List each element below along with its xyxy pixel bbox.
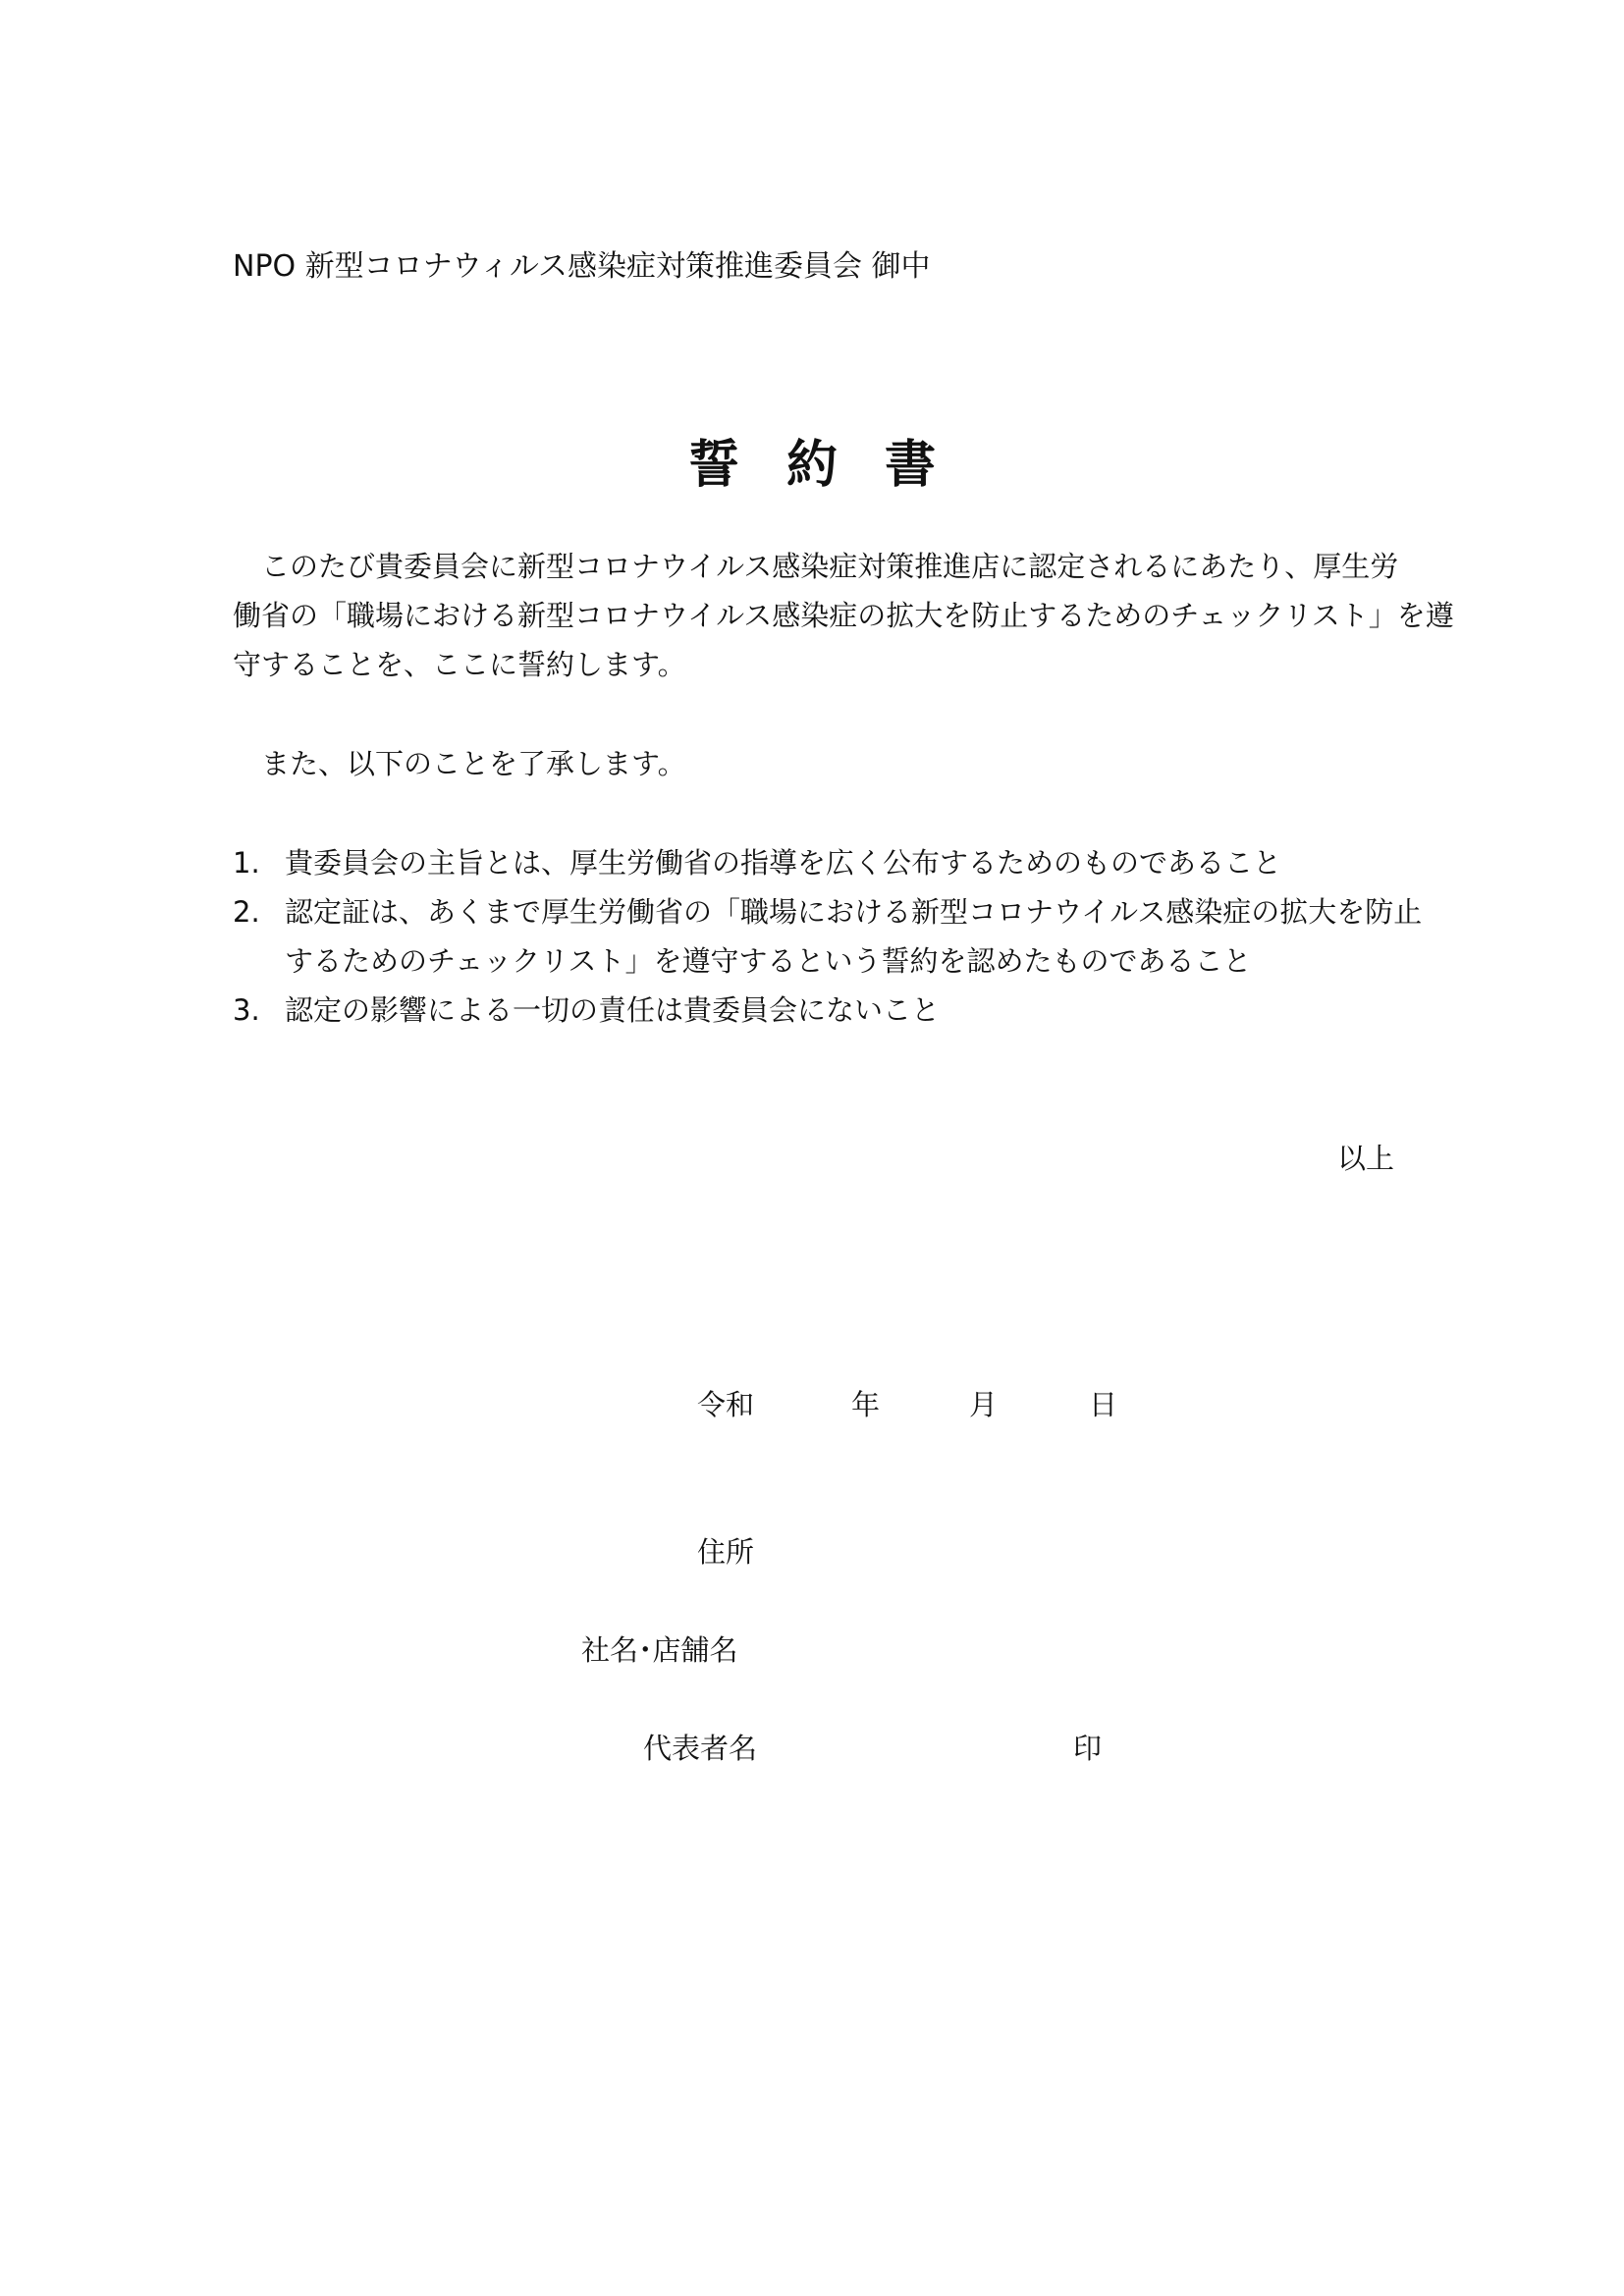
list-item-number: 3. <box>233 993 260 1027</box>
list-item-number: 2. <box>233 895 260 929</box>
document-title <box>0 435 1624 495</box>
list-item-text: するためのチェックリスト」を遵守するという誓約を認めたものであること <box>285 944 1252 978</box>
ack-line: また、以下のことを了承します。 <box>233 747 686 780</box>
title-char: 誓 <box>687 435 739 495</box>
list-item-text: 認定証は、あくまで厚生労働省の「職場における新型コロナウイルス感染症の拡大を防止 <box>285 895 1423 929</box>
intro-line: 守することを、ここに誓約します。 <box>233 648 686 681</box>
date-day-label: 日 <box>1089 1388 1118 1421</box>
list-item-number: 1. <box>233 846 260 880</box>
intro-line: このたび貴委員会に新型コロナウイルス感染症対策推進店に認定されるにあたり、厚生労 <box>233 550 1399 583</box>
list-item-text: 貴委員会の主旨とは、厚生労働省の指導を広く公布するためのものであること <box>285 846 1282 880</box>
company-name-label: 社名･店舗名 <box>581 1633 738 1667</box>
list-item-text: 認定の影響による一切の責任は貴委員会にないこと <box>285 993 941 1027</box>
date-year-label: 年 <box>851 1388 881 1421</box>
closing-text: 以上 <box>1336 1142 1394 1175</box>
address-label: 住所 <box>697 1535 755 1569</box>
addressee: NPO 新型コロナウィルス感染症対策推進委員会 御中 <box>233 249 931 284</box>
representative-label: 代表者名 <box>643 1732 758 1765</box>
date-era: 令和 <box>697 1388 755 1421</box>
date-month-label: 月 <box>969 1388 999 1421</box>
seal-label: 印 <box>1073 1732 1103 1765</box>
title-char: 書 <box>885 435 937 495</box>
intro-line: 働省の「職場における新型コロナウイルス感染症の拡大を防止するためのチェックリスト」を遵 <box>233 599 1454 632</box>
title-char: 約 <box>785 435 838 495</box>
